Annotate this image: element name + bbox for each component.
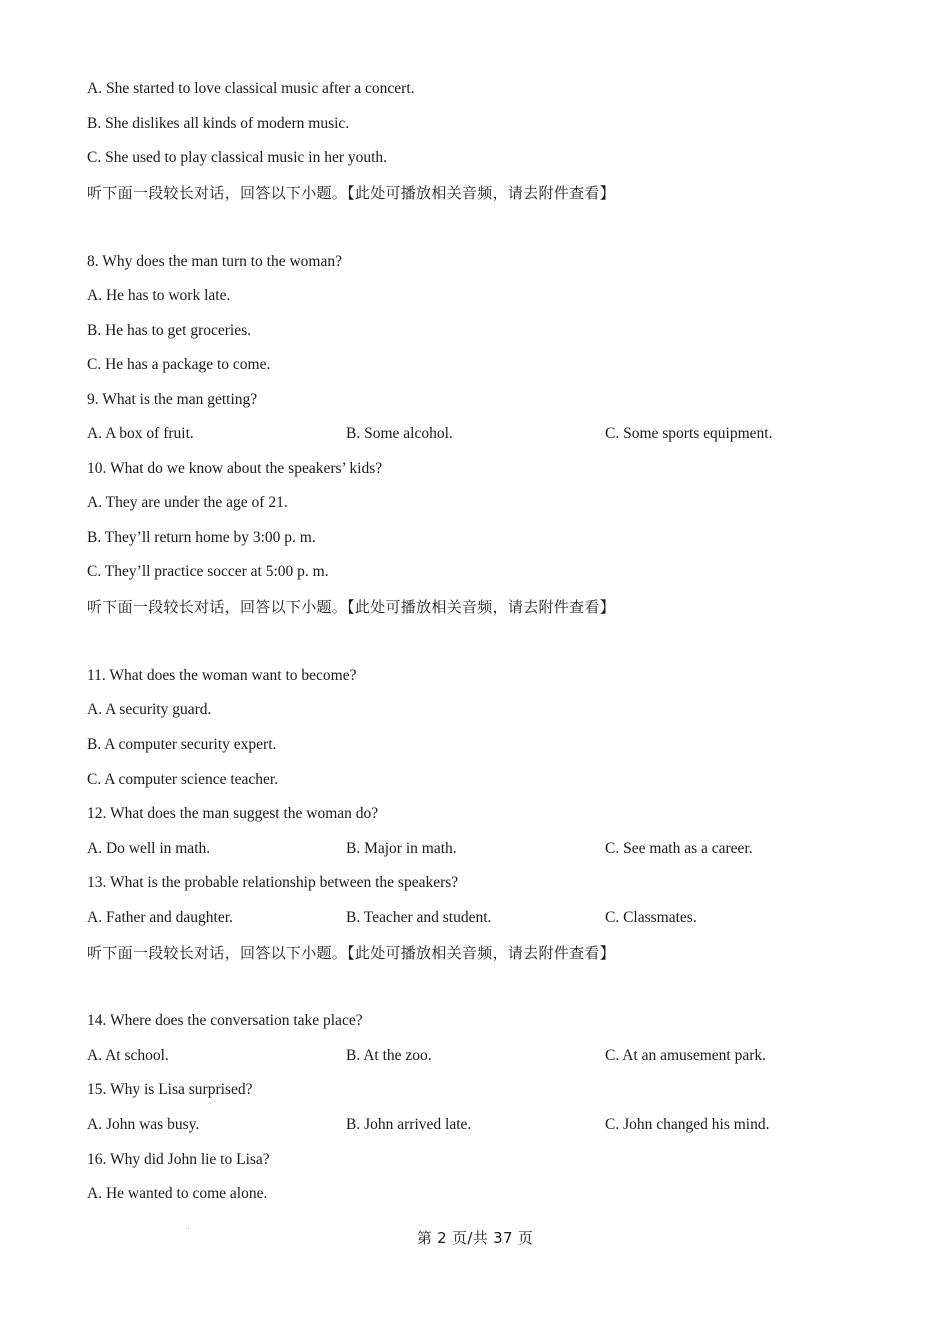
q7-option-c: C. She used to play classical music in her youth.: [87, 149, 388, 166]
page-footer: [0, 1227, 950, 1248]
q15-option-c: C. John changed his mind.: [605, 1116, 770, 1133]
q12-option-a: A. Do well in math.: [87, 840, 211, 857]
q16-option-a: A. He wanted to come alone.: [87, 1185, 268, 1202]
q15-question: 15. Why is Lisa surprised?: [87, 1081, 253, 1098]
q14-option-a: A. At school.: [87, 1047, 169, 1064]
q14-option-c: C. At an amusement park.: [605, 1047, 766, 1064]
q13-option-c: C. Classmates.: [605, 909, 697, 926]
q11-option-c: C. A computer science teacher.: [87, 771, 279, 788]
q8-option-b: B. He has to get groceries.: [87, 322, 251, 339]
q13-option-a: A. Father and daughter.: [87, 909, 233, 926]
q9-option-b: B. Some alcohol.: [346, 425, 453, 442]
q13-option-b: B. Teacher and student.: [346, 909, 492, 926]
q14-option-b: B. At the zoo.: [346, 1047, 432, 1064]
q10-option-c: C. They’ll practice soccer at 5:00 p. m.: [87, 563, 329, 580]
q7-option-b: B. She dislikes all kinds of modern music.: [87, 115, 350, 132]
q7-option-a: A. She started to love classical music after a concert.: [87, 80, 415, 97]
q9-question: 9. What is the man getting?: [87, 391, 258, 408]
q15-option-a: A. John was busy.: [87, 1116, 200, 1133]
q10-option-a: A. They are under the age of 21.: [87, 494, 288, 511]
q8-option-a: A. He has to work late.: [87, 287, 231, 304]
q16-question: 16. Why did John lie to Lisa?: [87, 1151, 270, 1168]
listening-instruction-3: 听下面一段较长对话，回答以下小题。【此处可播放相关音频，请去附件查看】: [87, 944, 616, 962]
q9-option-a: A. A box of fruit.: [87, 425, 194, 442]
page-number: 第 2 页/共 37 页: [416, 1229, 534, 1247]
q11-question: 11. What does the woman want to become?: [87, 667, 357, 684]
q12-option-b: B. Major in math.: [346, 840, 457, 857]
q11-option-a: A. A security guard.: [87, 701, 212, 718]
q8-question: 8. Why does the man turn to the woman?: [87, 253, 342, 270]
q10-question: 10. What do we know about the speakers’ kids?: [87, 460, 383, 477]
q9-option-c: C. Some sports equipment.: [605, 425, 773, 442]
q8-option-c: C. He has a package to come.: [87, 356, 271, 373]
q14-question: 14. Where does the conversation take place?: [87, 1012, 363, 1029]
q11-option-b: B. A computer security expert.: [87, 736, 277, 753]
q10-option-b: B. They’ll return home by 3:00 p. m.: [87, 529, 316, 546]
q15-option-b: B. John arrived late.: [346, 1116, 472, 1133]
listening-instruction-2: 听下面一段较长对话，回答以下小题。【此处可播放相关音频，请去附件查看】: [87, 598, 616, 616]
q12-option-c: C. See math as a career.: [605, 840, 753, 857]
q13-question: 13. What is the probable relationship between the speakers?: [87, 874, 459, 891]
q12-question: 12. What does the man suggest the woman do?: [87, 805, 379, 822]
listening-instruction-1: 听下面一段较长对话，回答以下小题。【此处可播放相关音频，请去附件查看】: [87, 184, 616, 202]
